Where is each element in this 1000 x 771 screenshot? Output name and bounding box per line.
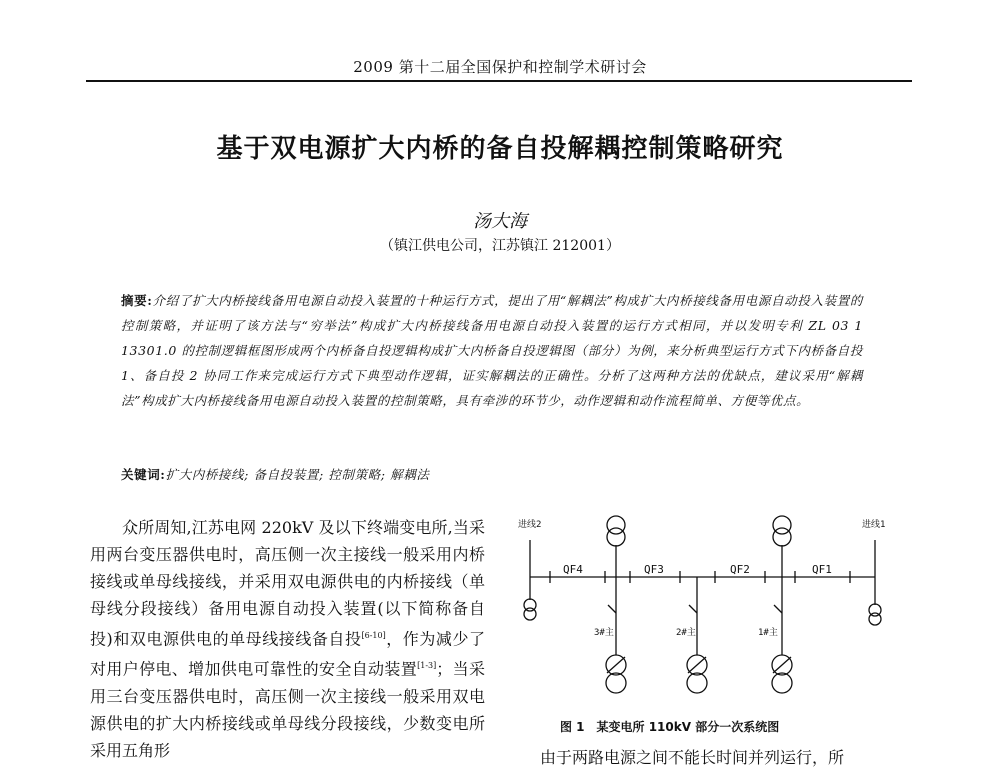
author-affiliation: （镇江供电公司，江苏镇江 212001） xyxy=(380,238,620,254)
tap-arrow xyxy=(688,657,706,673)
body-text: ；当采用三台变压器供电时，高压侧一次主接线一般采用双电源供电的扩大内桥接线或单母线分段接线，少数变电所采用五角形 xyxy=(90,659,485,760)
body-column-left xyxy=(90,514,485,764)
ct-symbol xyxy=(524,608,536,620)
body-text: ，作为减少了对用户停电、增加供电可靠性的安全自动装置 xyxy=(90,629,485,679)
main-transformer-3 xyxy=(606,673,626,693)
abstract-text: 介绍了扩大内桥接线备用电源自动投入装置的十种运行方式，提出了用“解耦法”构成扩大内桥接线备用电源自动投入装置的控制策略，并证明了该方法与“穷举法”构成扩大内桥接线备用电源自动投入装置的运行方式相同，并以发明专利 ZL 03 1 13301.0 的控制逻辑框图形成两个内桥备自投逻辑构成扩大内桥备自投逻辑图（部分）为例，来分析典型运行方式下内桥备自投 1、备自投 2 协同工作来完成运行方式下典型动作逻辑，证实解耦法的正确性。分析了这两种方法的优缺点，建议采用“解耦法”构成扩大内桥接线备用电源自动投入装置的控制策略，具有牵涉的环节少，动作逻辑和动作流程简单、方便等优点。 xyxy=(121,293,863,408)
main-transformer-1 xyxy=(772,673,792,693)
header-rule xyxy=(86,80,912,82)
label-t1: 1#主 xyxy=(758,628,778,638)
figure-caption: 图 1 某变电所 110kV 部分一次系统图 xyxy=(560,720,780,734)
label-qf1: QF1 xyxy=(812,563,832,576)
main-transformer-2 xyxy=(687,673,707,693)
disconnect-switch xyxy=(689,605,697,613)
running-head: 2009 第十二届全国保护和控制学术研讨会 xyxy=(353,58,647,76)
label-line-left: 进线2 xyxy=(518,520,542,530)
body-text: 众所周知,江苏电网 220kV 及以下终端变电所,当采用两台变压器供电时，高压侧一次主接线一般采用内桥接线或单母线接线，并采用双电源供电的内桥接线（单母线分段接线）备用电源自动投入装置(以下简称备自投)和双电源供电的单母线接线备自投 xyxy=(90,518,485,649)
keywords-text: 扩大内桥接线; 备自投装置; 控制策略; 解耦法 xyxy=(165,467,430,482)
author-name: 汤大海 xyxy=(473,211,527,232)
label-t2: 2#主 xyxy=(676,628,696,638)
label-qf4: QF4 xyxy=(563,563,583,576)
citation: [6-10] xyxy=(361,631,386,640)
label-qf2: QF2 xyxy=(730,563,750,576)
label-t3: 3#主 xyxy=(594,628,614,638)
abstract-label: 摘要: xyxy=(121,293,153,308)
disconnect-switch xyxy=(608,605,616,613)
ct-symbol xyxy=(869,613,881,625)
label-line-right: 进线1 xyxy=(862,520,886,530)
paper-title: 基于双电源扩大内桥的备自投解耦控制策略研究 xyxy=(216,134,784,164)
pt-transformer-left xyxy=(607,528,625,546)
label-qf3: QF3 xyxy=(644,563,664,576)
keywords xyxy=(121,462,863,487)
keywords-label: 关键词: xyxy=(121,467,166,482)
pt-transformer-right xyxy=(773,528,791,546)
body-paragraph xyxy=(90,514,485,764)
disconnect-switch xyxy=(774,605,782,613)
tap-arrow xyxy=(607,657,625,673)
abstract xyxy=(121,288,863,413)
body-column-right: 由于两路电源之间不能长时间并列运行，所 xyxy=(540,748,845,767)
tap-arrow xyxy=(773,657,791,673)
system-diagram xyxy=(510,505,910,730)
citation: [1-3] xyxy=(417,661,437,671)
